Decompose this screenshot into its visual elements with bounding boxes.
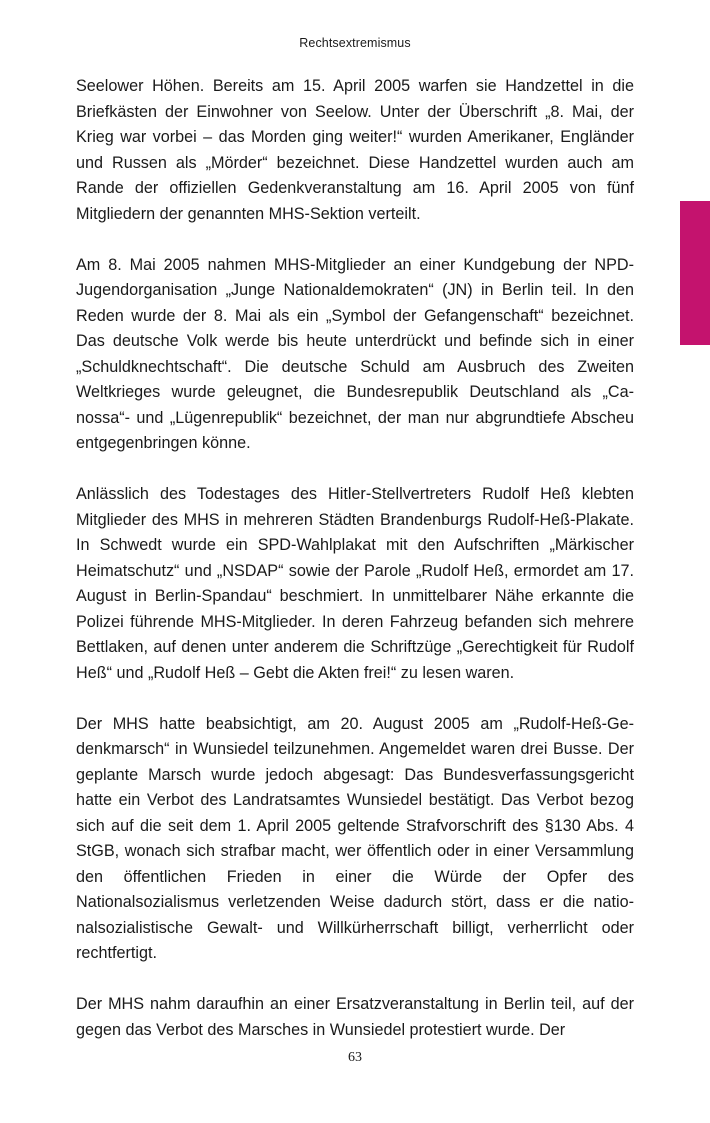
paragraph-2: Am 8. Mai 2005 nahmen MHS-Mitglieder an einer Kundgebung der NPD-Jugendorganisation „Junge Nationaldemokraten“ (JN) in Berlin teil. In den Reden wurde der 8. Mai als ein „Symbol der Gefangenschaft“ bezeichnet. Das deutsche Volk werde bis heute unterdrückt und befinde sich in einer „Schuldknechtschaft“. Die deutsche Schuld am Ausbruch des Zweiten Weltkrieges wurde geleugnet, die Bundesrepublik Deutschland als „Canossa“- und „Lügenrepublik“ bezeichnet, der man nur abgrundtiefe Abscheu entgegenbringen könne. — [76, 255, 634, 452]
section-marker-tab — [680, 201, 710, 345]
paragraph-1: Seelower Höhen. Bereits am 15. April 2005 warfen sie Handzettel in die Briefkästen der Einwohner von Seelow. Unter der Überschrift „8. Mai, der Krieg war vorbei – das Morden ging weiter!“ wurden Amerikaner, Engländer und Russen als „Mörder“ bezeichnet. Diese Handzettel wurden auch am Rande der offiziellen Gedenkveranstaltung am 16. April 2005 von fünf Mitgliedern der genannten MHS-Sektion verteilt. — [76, 77, 634, 223]
running-header: Rechtsextremismus — [299, 36, 411, 50]
page-number: 63 — [348, 1050, 362, 1065]
body-text — [76, 74, 634, 1043]
paragraph-5: Der MHS nahm daraufhin an einer Ersatzveranstaltung in Berlin teil, auf der gegen das Verbot des Marsches in Wunsiedel protestiert wurde. Der — [76, 995, 634, 1039]
paragraph-3: Anlässlich des Todestages des Hitler-Stellvertreters Rudolf Heß klebten Mitglieder des MHS in mehreren Städten Brandenburgs Rudolf-Heß-Plakate. In Schwedt wurde ein SPD-Wahlplakat mit den Aufschriften „Märkischer Heimatschutz“ und „NSDAP“ sowie der Parole „Rudolf Heß, ermordet am 17. August in Berlin-Spandau“ beschmiert. In unmittelbarer Nähe erkannte die Polizei führende MHS-Mitglieder. In deren Fahrzeug befanden sich mehrere Bettlaken, auf denen unter anderem die Schriftzüge „Gerechtigkeit für Rudolf Heß“ und „Rudolf Heß – Gebt die Akten frei!“ zu lesen waren. — [76, 485, 634, 682]
paragraph-4: Der MHS hatte beabsichtigt, am 20. August 2005 am „Rudolf-Heß-Gedenkmarsch“ in Wunsiedel teilzunehmen. Angemeldet waren drei Busse. Der geplante Marsch wurde jedoch abgesagt: Das Bundesverfassungsgericht hatte ein Verbot des Landratsamtes Wunsiedel bestätigt. Das Verbot bezog sich auf die seit dem 1. April 2005 geltende Strafvorschrift des §130 Abs. 4 StGB, wonach sich strafbar macht, wer öffentlich oder in einer Versammlung den öffentlichen Frieden in einer die Würde der Opfer des Nationalsozialismus verletzenden Weise dadurch stört, dass er die nationalsozialistische Gewalt- und Willkürherrschaft billigt, verherrlicht oder rechtfertigt. — [76, 714, 634, 962]
